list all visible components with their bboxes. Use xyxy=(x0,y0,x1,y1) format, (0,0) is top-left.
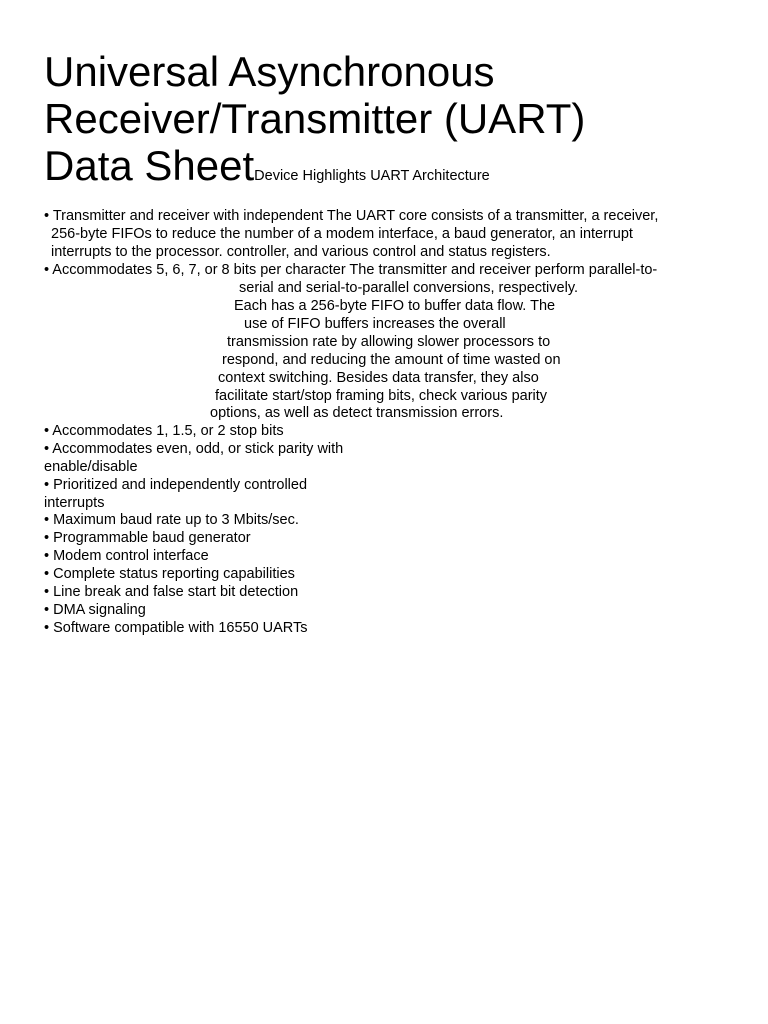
text-line: • Prioritized and independently controlled xyxy=(44,477,308,493)
text-line: use of FIFO buffers increases the overall xyxy=(244,316,506,332)
text-line: • Line break and false start bit detection xyxy=(44,584,299,600)
text-line: • Complete status reporting capabilities xyxy=(44,566,295,582)
text-line: context switching. Besides data transfer, they also xyxy=(218,370,539,386)
text-line: respond, and reducing the amount of time wasted on xyxy=(222,352,561,368)
text-line: • DMA signaling xyxy=(44,602,146,618)
title-line-3: Data Sheet xyxy=(44,142,255,189)
text-line: • Accommodates 5, 6, 7, or 8 bits per character The transmitter and receiver perform parallel-to- xyxy=(44,262,658,278)
document-title xyxy=(44,48,585,189)
text-line: • Accommodates even, odd, or stick parity with xyxy=(44,441,344,457)
title-line-2: Receiver/Transmitter (UART) xyxy=(44,95,586,142)
document-subtitle: Device Highlights UART Architecture xyxy=(254,168,490,184)
text-line: • Accommodates 1, 1.5, or 2 stop bits xyxy=(44,423,284,439)
text-line: • Maximum baud rate up to 3 Mbits/sec. xyxy=(44,512,299,528)
text-line: interrupts xyxy=(44,495,105,511)
text-line: facilitate start/stop framing bits, check various parity xyxy=(215,388,548,404)
text-line: enable/disable xyxy=(44,459,138,475)
text-line: Each has a 256-byte FIFO to buffer data flow. The xyxy=(234,298,556,314)
text-line: options, as well as detect transmission errors. xyxy=(210,405,504,421)
text-line: • Modem control interface xyxy=(44,548,209,564)
text-line: • Software compatible with 16550 UARTs xyxy=(44,620,308,636)
text-line: • Transmitter and receiver with independent The UART core consists of a transmitter, a receiver, xyxy=(44,208,659,224)
text-line: interrupts to the processor. controller, and various control and status registers. xyxy=(51,244,551,260)
text-line: serial and serial-to-parallel conversions, respectively. xyxy=(239,280,579,296)
text-line: • Programmable baud generator xyxy=(44,530,251,546)
text-line: 256-byte FIFOs to reduce the number of a modem interface, a baud generator, an interrupt xyxy=(51,226,633,242)
text-line: transmission rate by allowing slower processors to xyxy=(227,334,551,350)
title-line-1: Universal Asynchronous xyxy=(44,48,495,95)
